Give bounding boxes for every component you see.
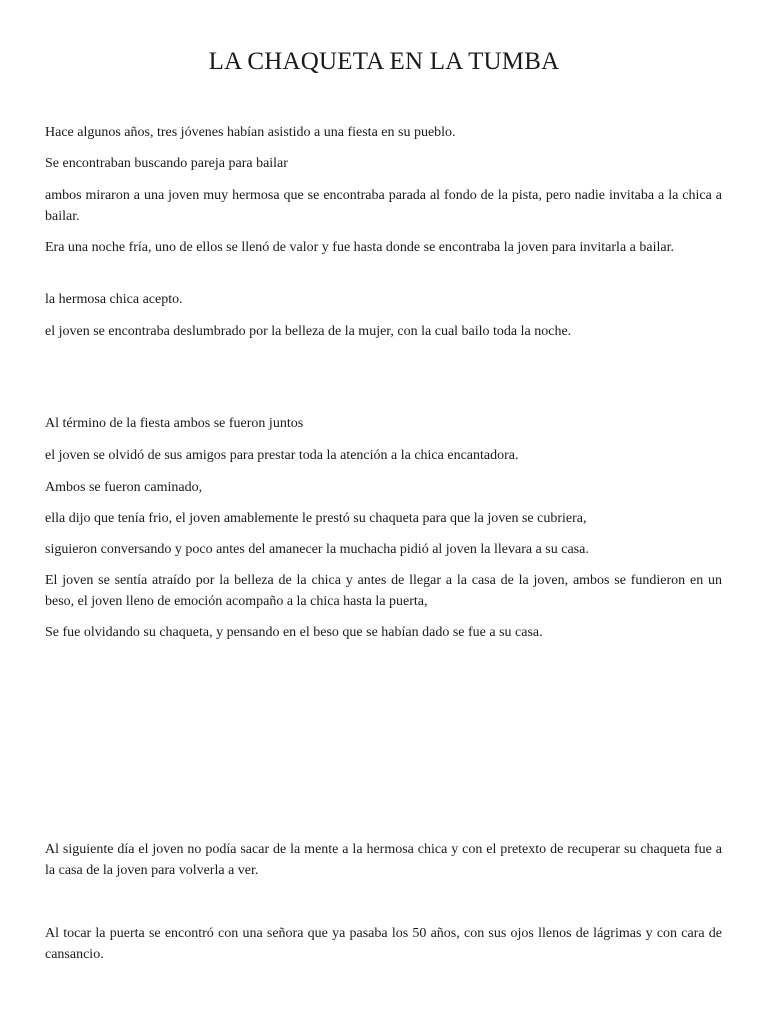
paragraph: El joven se sentía atraído por la belleza de la chica y antes de llegar a la casa de la joven, ambos se fundieron en un beso, el joven lleno de emoción acompaño a la chica hasta la puerta,: [45, 573, 722, 609]
paragraph: Al siguiente día el joven no podía sacar de la mente a la hermosa chica y con el pretexto de recuperar su chaqueta fue a la casa de la joven para volverla a ver.: [45, 842, 722, 878]
paragraph: Al tocar la puerta se encontró con una señora que ya pasaba los 50 años, con sus ojos llenos de lágrimas y con cara de cansancio.: [45, 926, 722, 962]
paragraph: siguieron conversando y poco antes del amanecer la muchacha pidió al joven la llevara a su casa.: [45, 542, 589, 557]
paragraph: ambos miraron a una joven muy hermosa que se encontraba parada al fondo de la pista, pero nadie invitaba a la chica a bailar.: [45, 188, 722, 224]
paragraph: ella dijo que tenía frio, el joven amablemente le prestó su chaqueta para que la joven se cubriera,: [45, 511, 587, 526]
paragraph: el joven se encontraba deslumbrado por la belleza de la mujer, con la cual bailo toda la noche.: [45, 324, 572, 339]
paragraph: la hermosa chica acepto.: [45, 292, 183, 307]
paragraph: Ambos se fueron caminado,: [45, 480, 203, 495]
document-title: LA CHAQUETA EN LA TUMBA: [208, 48, 560, 75]
paragraph: Al término de la fiesta ambos se fueron juntos: [45, 416, 304, 431]
paragraph: Se fue olvidando su chaqueta, y pensando en el beso que se habían dado se fue a su casa.: [45, 625, 543, 640]
paragraph: el joven se olvidó de sus amigos para prestar toda la atención a la chica encantadora.: [45, 448, 519, 463]
paragraph: Era una noche fría, uno de ellos se llenó de valor y fue hasta donde se encontraba la joven para invitarla a bailar.: [45, 240, 674, 255]
paragraph: Hace algunos años, tres jóvenes habían asistido a una fiesta en su pueblo.: [45, 125, 456, 140]
paragraph: Se encontraban buscando pareja para bailar: [45, 156, 288, 171]
